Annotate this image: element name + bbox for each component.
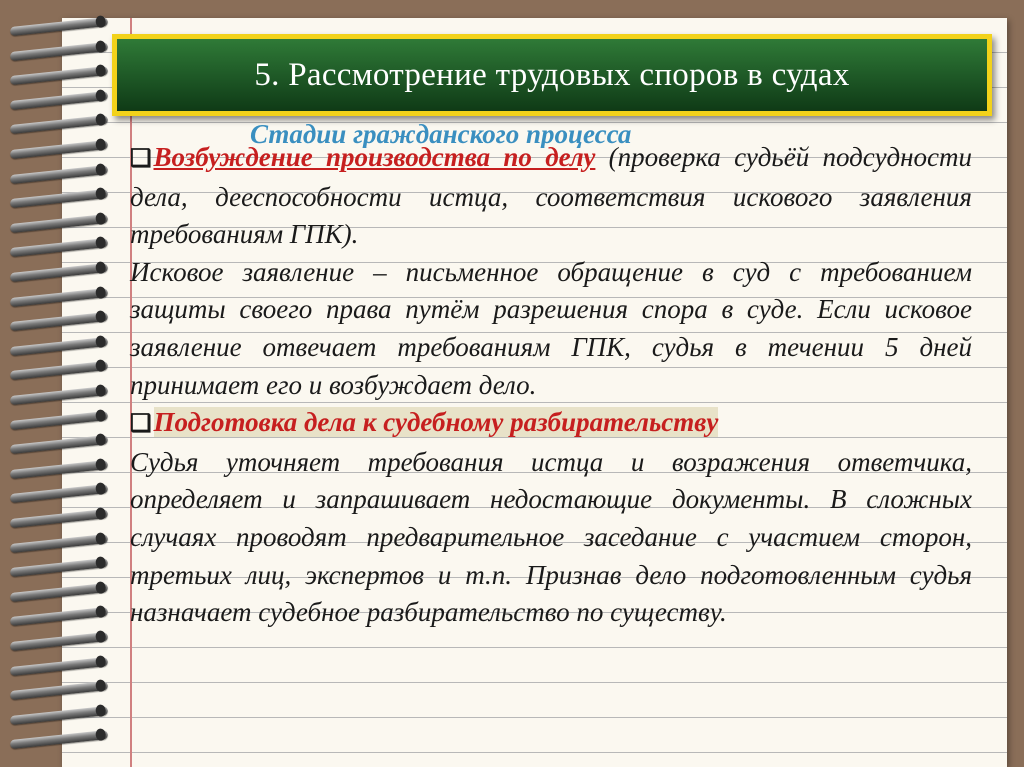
spiral-ring (10, 214, 108, 233)
spiral-ring (10, 164, 108, 183)
stage-item-2 (130, 404, 972, 444)
spiral-ring (10, 435, 108, 454)
title-banner (112, 34, 992, 116)
spiral-ring (10, 140, 108, 159)
spiral-ring (10, 263, 108, 282)
spiral-ring (10, 583, 108, 602)
stage-paragraph-2: Судья уточняет требования истца и возражения ответчика, определяет и запрашивает недостающие документы. В сложных случаях проводят предварительное заседание с участием сторон, третьих лиц, экспертов и т.п. Признав дело подготовленным судья назначает судебное разбирательство по существу. (130, 446, 972, 628)
spiral-ring (10, 607, 108, 626)
slide-subtitle: Стадии гражданского процесса (250, 119, 632, 148)
stage-item-1 (130, 139, 972, 254)
spiral-ring (10, 17, 108, 36)
spiral-ring (10, 337, 108, 356)
checkbox-bullet-icon: ❑ (130, 411, 152, 438)
checkbox-bullet-icon: ❑ (130, 146, 152, 172)
slide-content (130, 139, 972, 632)
spiral-binding (10, 22, 110, 762)
stage-paragraph-1: Исковое заявление – письменное обращение в суд с требованием защиты своего права путём разрешения спора в суде. Если исковое заявление отвечает требованиям ГПК, судья в течении 5 дней принимает его и возбуждает дело. (130, 256, 972, 400)
spiral-ring (10, 361, 108, 380)
stage-heading-1: Возбуждение производства по делу (153, 142, 596, 172)
spiral-ring (10, 312, 108, 331)
spiral-ring (10, 656, 108, 675)
spiral-ring (10, 189, 108, 208)
spiral-ring (10, 730, 108, 749)
spiral-ring (10, 460, 108, 479)
spiral-ring (10, 681, 108, 700)
spiral-ring (10, 287, 108, 306)
spiral-ring (10, 558, 108, 577)
spiral-ring (10, 533, 108, 552)
slide-title: 5. Рассмотрение трудовых споров в судах (254, 56, 850, 93)
spiral-ring (10, 41, 108, 60)
spiral-ring (10, 386, 108, 405)
spiral-ring (10, 115, 108, 134)
spiral-ring (10, 238, 108, 257)
spiral-ring (10, 66, 108, 85)
stage-text-1: (проверка судьёй подсудности дела, дееспособности истца, соответствия искового заявления требованиям ГПК). (130, 142, 973, 250)
spiral-ring (10, 484, 108, 503)
spiral-ring (10, 91, 108, 110)
spiral-ring (10, 632, 108, 651)
spiral-ring (10, 509, 108, 528)
spiral-ring (10, 706, 108, 725)
spiral-ring (10, 410, 108, 429)
stage-heading-2: Подготовка дела к судебному разбирательству (153, 407, 719, 438)
